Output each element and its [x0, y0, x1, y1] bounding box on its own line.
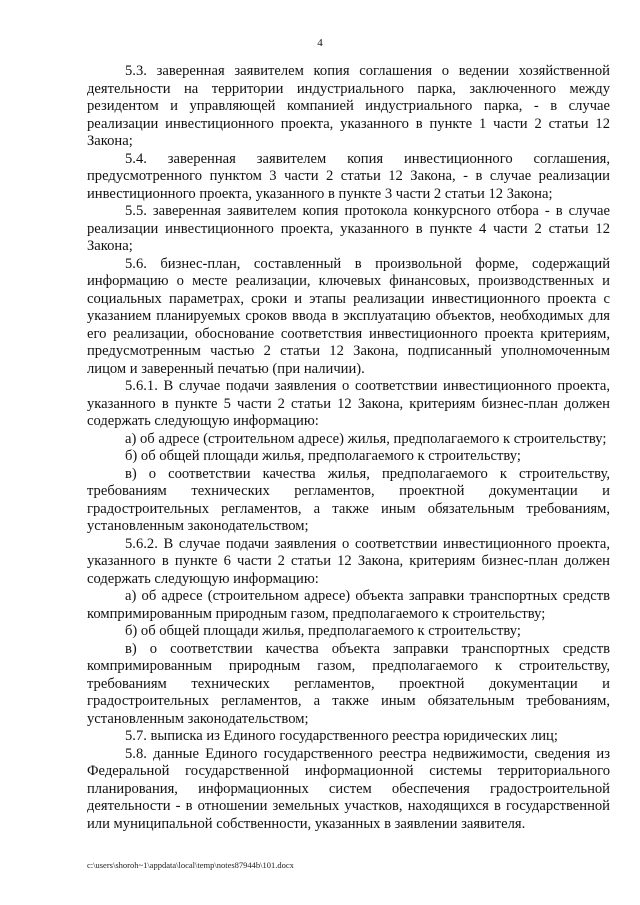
paragraph-5-6-2-v: в) о соответствии качества объекта заправки транспортных средств компримированным природным газом, предполагаемого к строительству, требованиям технических регламентов, проектной документации и градостроительных регламентов, а также иным обязательным требованиям, установленным законодательством; — [87, 640, 610, 727]
paragraph-5-6-2-b: б) об общей площади жилья, предполагаемого к строительству; — [125, 623, 521, 639]
paragraph-5-4: 5.4. заверенная заявителем копия инвестиционного соглашения, предусмотренного пунктом 3 части 2 статьи 12 Закона, - в случае реализации инвестиционного проекта, указанного в пункте 3 части 2 статьи 12 Закона; — [87, 150, 610, 202]
paragraph-5-6-2: 5.6.2. В случае подачи заявления о соответствии инвестиционного проекта, указанного в пункте 6 части 2 статьи 12 Закона, критериям бизнес-план должен содержать следующую информацию: — [87, 535, 610, 587]
paragraph-5-3: 5.3. заверенная заявителем копия соглашения о ведении хозяйственной деятельности на территории индустриального парка, заключенного между резидентом и управляющей компанией индустриального парка, - в случае реализации инвестиционного проекта, указанного в пункте 1 части 2 статьи 12 Закона; — [87, 63, 610, 149]
paragraph-5-6-1: 5.6.1. В случае подачи заявления о соответствии инвестиционного проекта, указанного в пункте 5 части 2 статьи 12 Закона, критериям бизнес-план должен содержать следующую информацию: — [87, 378, 610, 429]
paragraph-5-5: 5.5. заверенная заявителем копия протокола конкурсного отбора - в случае реализации инвестиционного проекта, указанного в пункте 4 части 2 статьи 12 Закона; — [87, 203, 610, 254]
file-path-footer: c:\users\shoroh~1\appdata\local\temp\notes87944b\101.docx — [87, 860, 294, 870]
paragraph-5-6-1-b: б) об общей площади жилья, предполагаемого к строительству; — [125, 448, 521, 464]
paragraph-5-8: 5.8. данные Единого государственного реестра недвижимости, сведения из Федеральной государственной информационной системы территориального планирования, информационных систем обеспечения градостроительной деятельности - в отношении земельных участков, находящихся в государственной или муниципальной собственности, указанных в заявлении заявителя. — [87, 745, 610, 832]
paragraph-5-6-1-a: а) об адресе (строительном адресе) жилья, предполагаемого к строительству; — [125, 430, 607, 447]
paragraph-5-7: 5.7. выписка из Единого государственного реестра юридических лиц; — [125, 728, 558, 744]
paragraph-5-6-2-a: а) об адресе (строительном адресе) объекта заправки транспортных средств компримированным природным газом, предполагаемого к строительству; — [87, 588, 610, 622]
paragraph-5-6-1-v: в) о соответствии качества жилья, предполагаемого к строительству, требованиям технических регламентов, проектной документации и градостроительных регламентов, а также иным обязательным требованиям, установленным законодательством; — [87, 465, 610, 534]
paragraph-5-6: 5.6. бизнес-план, составленный в произвольной форме, содержащий информацию о месте реализации, ключевых финансовых, производственных и социальных параметрах, сроки и этапы реализации инвестиционного проекта с указанием планируемых сроков ввода в эксплуатацию объектов, необходимых для его реализации, обоснование соответствия инвестиционного проекта критериям, предусмотренным частью 2 статьи 12 Закона, подписанный уполномоченным лицом и заверенный печатью (при наличии). — [87, 255, 610, 377]
document-body — [87, 63, 610, 833]
page-number: 4 — [317, 37, 323, 49]
